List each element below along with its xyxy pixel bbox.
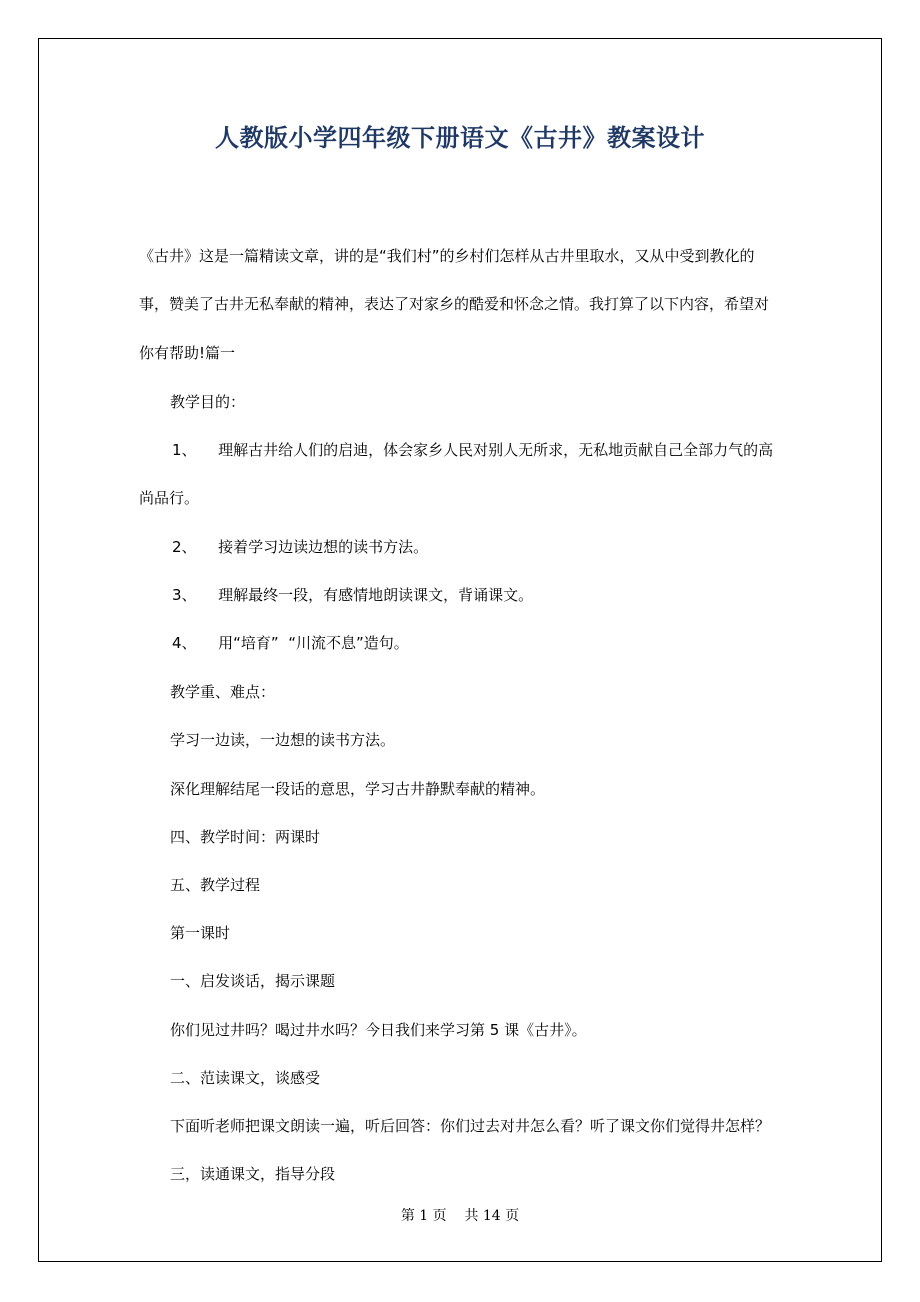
page-number: 第 1 页 — [400, 1208, 447, 1224]
objective-text: 理解最终一段，有感情地朗读课文，背诵课文。 — [218, 586, 534, 604]
document-title: 人教版小学四年级下册语文《古井》教案设计 — [215, 124, 705, 152]
objective-item-4 — [172, 630, 822, 656]
lesson-one: 第一课时 — [170, 924, 231, 942]
intro-line-2: 事，赞美了古井无私奉献的精神，表达了对家乡的酷爱和怀念之情。我打算了以下内容，希望对 — [139, 295, 770, 313]
intro-line-3: 你有帮助!篇一 — [139, 344, 236, 362]
objective-item-1-continuation: 尚品行。 — [139, 489, 200, 507]
teaching-process: 五、教学过程 — [170, 876, 261, 894]
objective-number: 1、 — [172, 441, 197, 459]
objective-item-3 — [172, 582, 822, 608]
step-three-heading: 三，读通课文，指导分段 — [170, 1165, 336, 1183]
intro-line-1: 《古井》这是一篇精读文章，讲的是“我们村”的乡村们怎样从古井里取水，又从中受到教化的 — [139, 247, 755, 265]
step-one-text: 你们见过井吗？喝过井水吗？今日我们来学习第 5 课《古井》。 — [170, 1021, 587, 1039]
total-pages: 共 14 页 — [464, 1208, 520, 1224]
key-point-1: 学习一边读，一边想的读书方法。 — [170, 731, 396, 749]
page-footer — [0, 1206, 920, 1226]
objective-text: 接着学习边读边想的读书方法。 — [218, 538, 429, 556]
objectives-heading: 教学目的： — [170, 393, 246, 411]
objective-number: 3、 — [172, 586, 197, 604]
step-two-heading: 二、范读课文，谈感受 — [170, 1069, 321, 1087]
objective-number: 2、 — [172, 538, 197, 556]
step-one-heading: 一、启发谈话，揭示课题 — [170, 972, 336, 990]
objective-item-2 — [172, 534, 822, 560]
step-two-text: 下面听老师把课文朗读一遍，听后回答：你们过去对井怎么看？听了课文你们觉得井怎样？ — [170, 1117, 771, 1135]
teaching-time: 四、教学时间：两课时 — [170, 828, 321, 846]
objective-text: 理解古井给人们的启迪，体会家乡人民对别人无所求，无私地贡献自己全部力气的高 — [218, 441, 774, 459]
key-points-heading: 教学重、难点： — [170, 683, 276, 701]
objective-item-1 — [172, 437, 822, 463]
key-point-2: 深化理解结尾一段话的意思，学习古井静默奉献的精神。 — [170, 780, 546, 798]
objective-number: 4、 — [172, 634, 197, 652]
objective-text: 用“培育” “川流不息”造句。 — [218, 634, 409, 652]
